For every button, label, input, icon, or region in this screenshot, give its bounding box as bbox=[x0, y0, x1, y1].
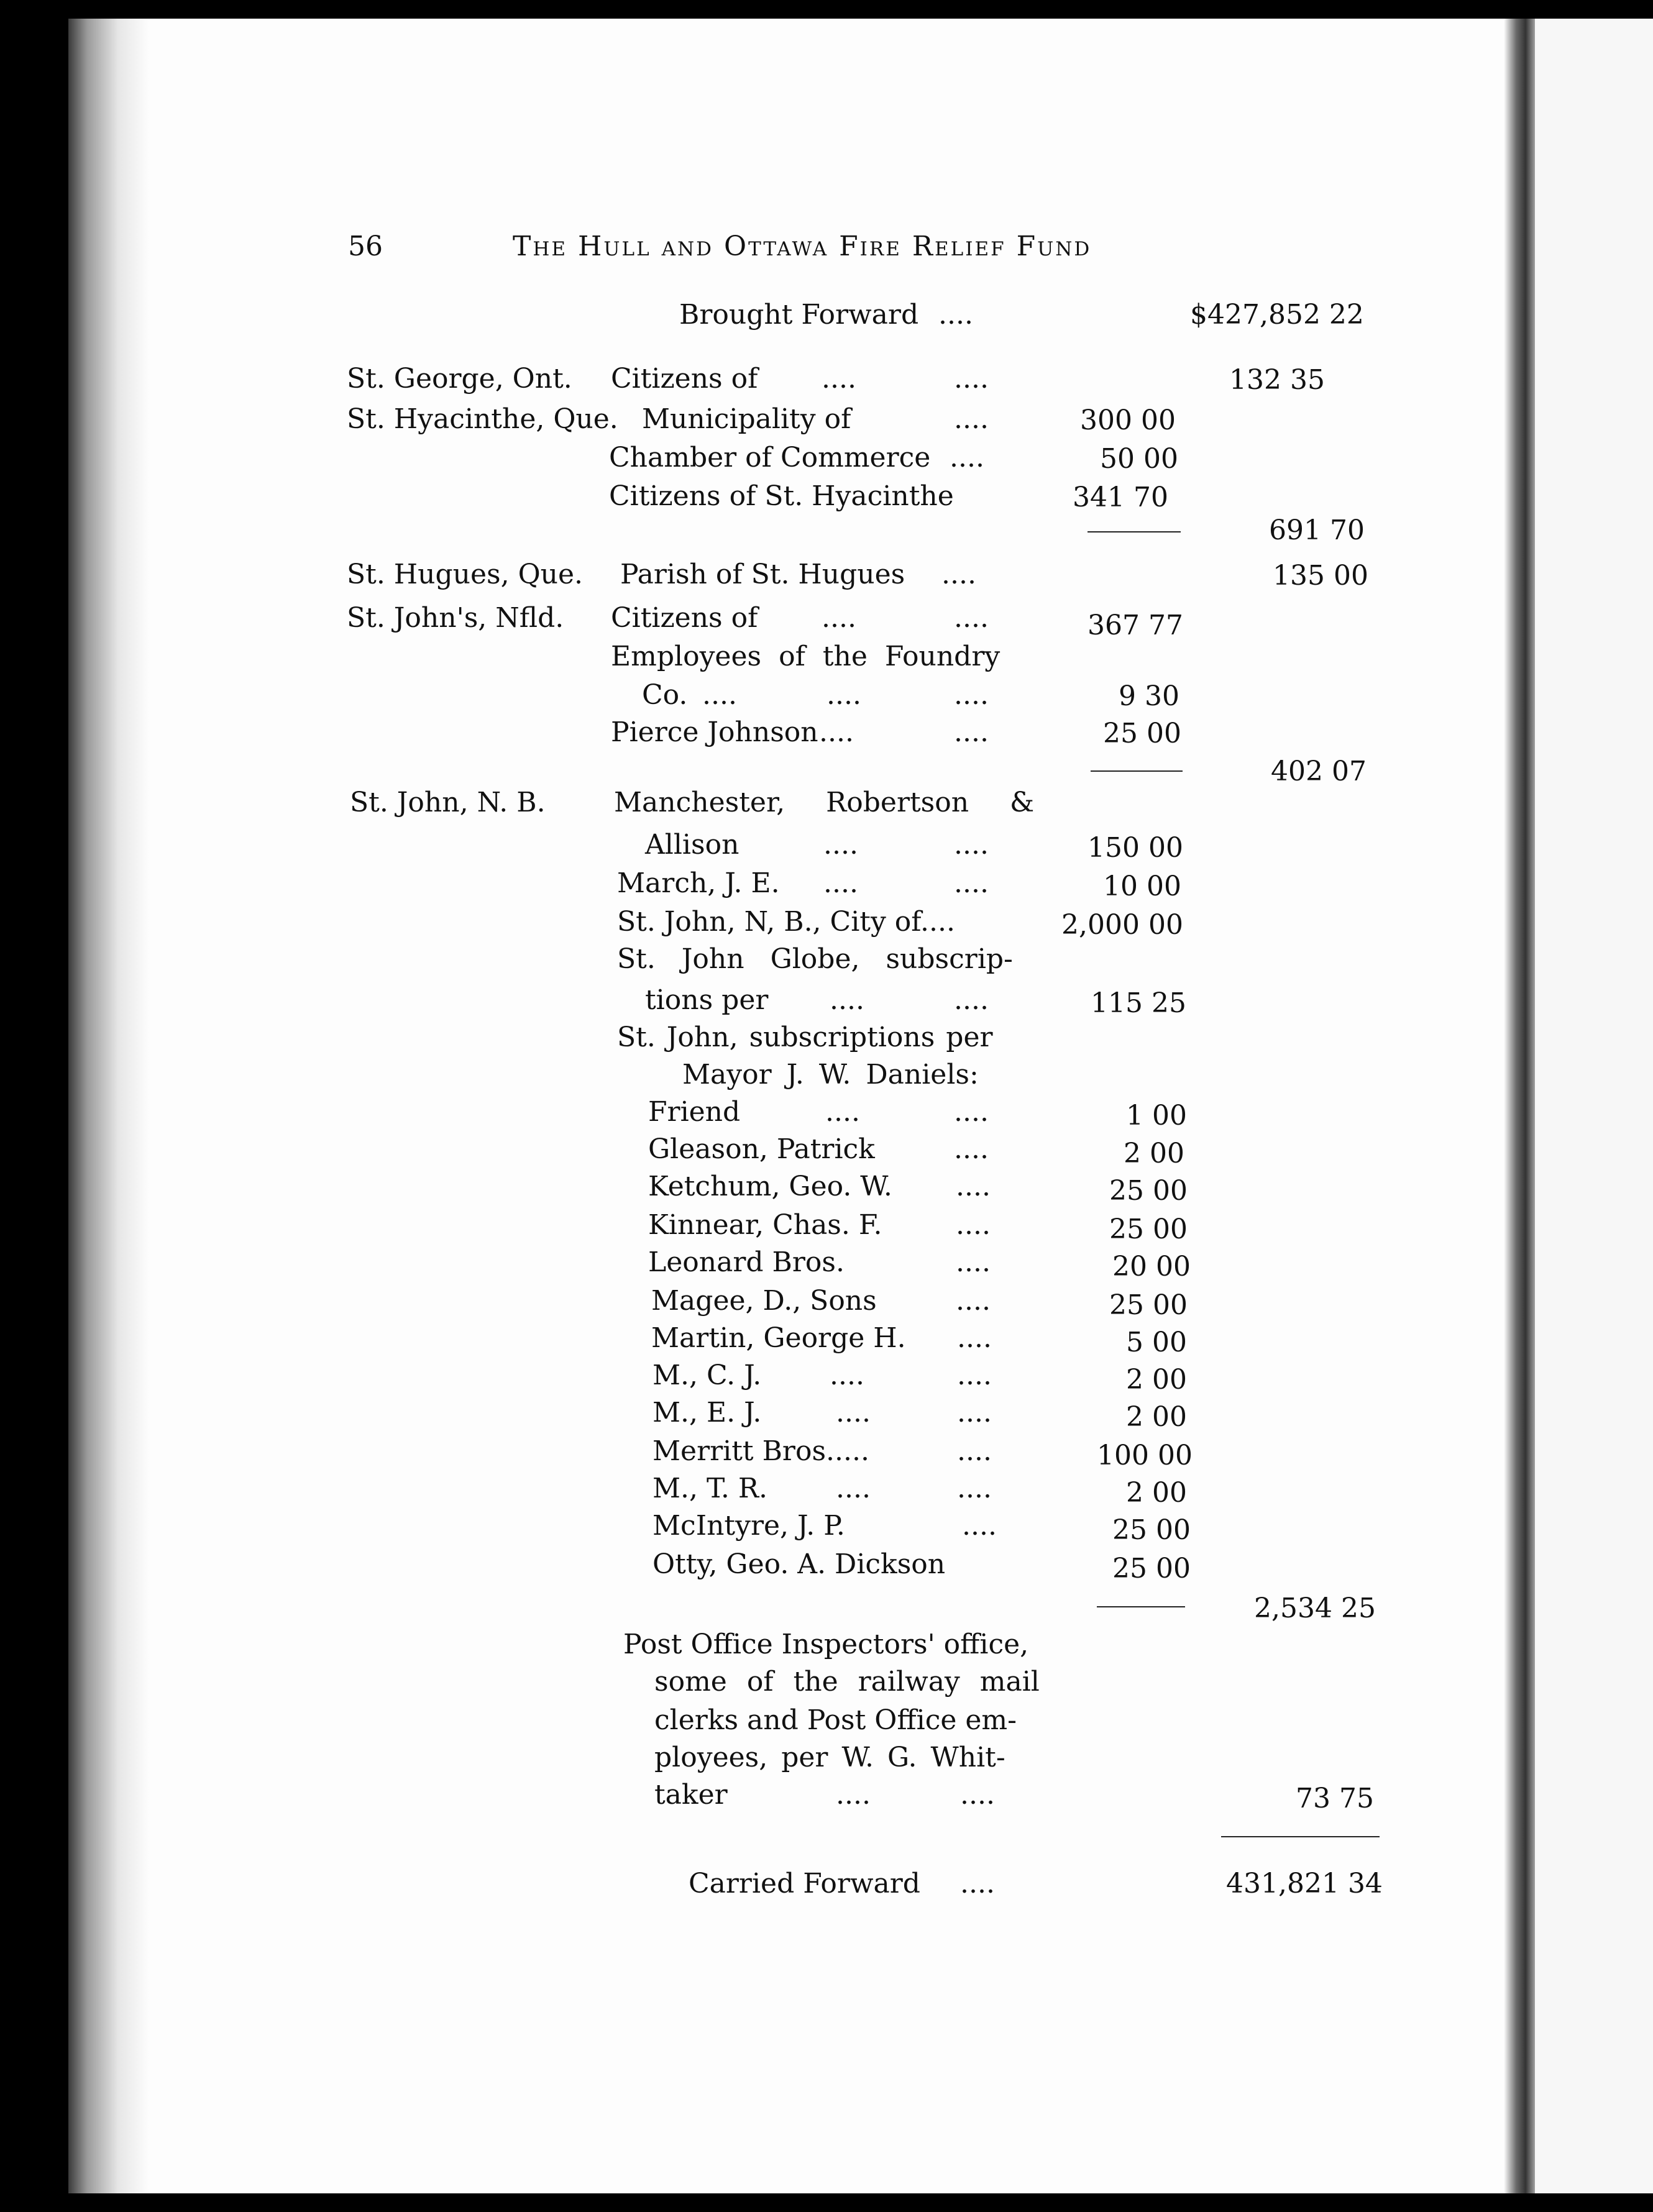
brought-forward-total: $427,852 22 bbox=[1190, 299, 1364, 331]
entry-amount: 5 00 bbox=[1126, 1327, 1187, 1358]
dot-leader: .... bbox=[823, 867, 858, 899]
entry-description: Municipality of bbox=[642, 403, 851, 435]
entry-amount: 20 00 bbox=[1112, 1251, 1191, 1282]
dot-leader: .... bbox=[957, 1397, 992, 1428]
entry-description: Co. bbox=[642, 679, 688, 711]
entry-description: Allison bbox=[645, 829, 740, 861]
entry-amount: 25 00 bbox=[1109, 1213, 1188, 1245]
entry-amount: 115 25 bbox=[1091, 987, 1186, 1019]
entry-amount: 25 00 bbox=[1103, 718, 1181, 749]
place-label: St. Hyacinthe, Que. bbox=[347, 403, 618, 435]
entry-amount: 2 00 bbox=[1126, 1477, 1187, 1509]
dot-leader: .... bbox=[957, 1435, 992, 1467]
dot-leader: .... bbox=[954, 984, 989, 1016]
dot-leader: .... bbox=[956, 1285, 991, 1317]
entry-amount: 9 30 bbox=[1119, 680, 1179, 712]
entry-amount: 2 00 bbox=[1126, 1401, 1187, 1433]
dot-leader: .... bbox=[954, 679, 989, 711]
entry-amount: 1 00 bbox=[1126, 1100, 1187, 1131]
subscriber-name: Magee, D., Sons bbox=[651, 1285, 877, 1317]
subscriber-name: Kinnear, Chas. F. bbox=[648, 1209, 882, 1241]
dot-leader: .... bbox=[819, 716, 854, 748]
entry-total: 2,534 25 bbox=[1254, 1593, 1376, 1624]
brought-forward-dots: .... bbox=[938, 299, 973, 331]
entry-description: St. John, N, B., City of.... bbox=[617, 906, 955, 938]
dot-leader: .... bbox=[954, 716, 989, 748]
entry-amount: 25 00 bbox=[1109, 1289, 1188, 1321]
dot-leader: .... bbox=[956, 1171, 991, 1202]
subscriber-name: Otty, Geo. A. Dickson bbox=[652, 1548, 946, 1580]
dot-leader: .... bbox=[822, 363, 856, 395]
running-head: The Hull and Ottawa Fire Relief Fund bbox=[513, 231, 1092, 262]
entry-amount: 10 00 bbox=[1103, 871, 1181, 902]
total-rule bbox=[1221, 1836, 1380, 1837]
entry-amount: 2 00 bbox=[1124, 1138, 1184, 1169]
dot-leader: .... bbox=[836, 1473, 871, 1504]
subscriber-name: Leonard Bros. bbox=[648, 1246, 845, 1278]
dot-leader: .... bbox=[957, 1322, 992, 1354]
entry-description: Employees of the Foundry bbox=[611, 641, 1000, 672]
dot-leader: .... bbox=[957, 1360, 992, 1391]
entry-description: Post Office Inspectors' office, bbox=[623, 1629, 1029, 1660]
subscriber-name: M., T. R. bbox=[652, 1473, 767, 1504]
subscriber-name: Friend bbox=[648, 1096, 741, 1128]
brought-forward-label: Brought Forward bbox=[679, 299, 919, 331]
subtotal-rule-hyacinthe bbox=[1088, 531, 1181, 532]
entry-amount: 150 00 bbox=[1088, 832, 1183, 864]
entry-amount: 25 00 bbox=[1112, 1514, 1191, 1546]
entry-amount: 50 00 bbox=[1100, 443, 1178, 475]
dot-leader: .... bbox=[957, 1473, 992, 1504]
place-label: St. John's, Nfld. bbox=[347, 602, 564, 634]
dot-leader: .... bbox=[830, 984, 864, 1016]
dot-leader: .... bbox=[825, 1096, 860, 1128]
dot-leader: .... bbox=[954, 1096, 989, 1128]
entry-description: tions per bbox=[645, 984, 769, 1016]
carried-forward-label: Carried Forward bbox=[689, 1868, 920, 1899]
entry-total: 402 07 bbox=[1271, 756, 1367, 787]
dot-leader: .... bbox=[954, 829, 989, 861]
dot-leader: .... bbox=[836, 1397, 871, 1428]
page-number: 56 bbox=[348, 231, 383, 262]
page-fold-shadow bbox=[1504, 19, 1535, 2193]
entry-total: 73 75 bbox=[1296, 1783, 1374, 1814]
subscriber-name: M., C. J. bbox=[652, 1360, 762, 1391]
facing-page-edge bbox=[1516, 19, 1653, 2193]
entry-amount: 2 00 bbox=[1126, 1364, 1187, 1396]
entry-amount: 100 00 bbox=[1097, 1440, 1193, 1471]
entry-description: Manchester, Robertson & bbox=[614, 787, 1035, 818]
page bbox=[68, 19, 1541, 2193]
entry-total: 691 70 bbox=[1269, 514, 1365, 546]
place-label: St. John, N. B. bbox=[350, 787, 546, 818]
dot-leader: .... bbox=[960, 1779, 995, 1811]
entry-description: Parish of St. Hugues bbox=[620, 559, 905, 590]
entry-description: March, J. E. bbox=[617, 867, 780, 899]
dot-leader: .... bbox=[956, 1209, 991, 1241]
subscriber-name: Martin, George H. bbox=[651, 1322, 906, 1354]
entry-description: Chamber of Commerce bbox=[609, 442, 931, 473]
subscriber-name: M., E. J. bbox=[652, 1397, 762, 1428]
dot-leader: .... bbox=[954, 1133, 989, 1165]
entry-amount: 25 00 bbox=[1109, 1175, 1188, 1207]
dot-leader: .... bbox=[702, 679, 737, 711]
entry-description: Citizens of bbox=[611, 363, 758, 395]
dot-leader: .... bbox=[956, 1246, 991, 1278]
dot-leader: .... bbox=[823, 829, 858, 861]
dot-leader: .... bbox=[826, 679, 861, 711]
place-label: St. George, Ont. bbox=[347, 363, 572, 395]
subscriber-name: Merritt Bros..... bbox=[652, 1435, 869, 1467]
subscriber-name: Ketchum, Geo. W. bbox=[648, 1171, 892, 1202]
entry-description: some of the railway mail bbox=[654, 1666, 1040, 1698]
dot-leader: .... bbox=[830, 1360, 864, 1391]
subtotal-rule-stjohn-nb bbox=[1097, 1606, 1185, 1607]
binding-gutter bbox=[68, 19, 149, 2193]
carried-forward-total: 431,821 34 bbox=[1226, 1868, 1383, 1899]
dot-leader: .... bbox=[954, 403, 989, 435]
subscriber-name: McIntyre, J. P. bbox=[652, 1510, 845, 1542]
entry-description: ployees, per W. G. Whit- bbox=[654, 1742, 1005, 1773]
dot-leader: .... bbox=[954, 363, 989, 395]
entry-description: taker bbox=[654, 1779, 728, 1811]
entry-description: Mayor J. W. Daniels: bbox=[682, 1059, 979, 1090]
entry-total: 132 35 bbox=[1229, 364, 1325, 396]
dot-leader: .... bbox=[822, 602, 856, 634]
dot-leader: .... bbox=[954, 602, 989, 634]
subscriber-name: Gleason, Patrick bbox=[648, 1133, 875, 1165]
entry-description: Pierce Johnson bbox=[611, 716, 818, 748]
carried-forward-dots: .... bbox=[960, 1868, 995, 1899]
entry-amount: 300 00 bbox=[1080, 404, 1176, 436]
dot-leader: .... bbox=[941, 559, 976, 590]
entry-description: St. John, subscriptions per bbox=[617, 1021, 993, 1053]
dot-leader: .... bbox=[836, 1779, 871, 1811]
entry-description: St. John Globe, subscrip- bbox=[617, 943, 1013, 975]
entry-amount: 2,000 00 bbox=[1061, 909, 1183, 941]
entry-amount: 25 00 bbox=[1112, 1553, 1191, 1584]
entry-description: clerks and Post Office em- bbox=[654, 1704, 1017, 1736]
subtotal-rule-stjohns bbox=[1091, 770, 1183, 772]
entry-description: Citizens of bbox=[611, 602, 758, 634]
entry-description: Citizens of St. Hyacinthe bbox=[609, 480, 954, 512]
dot-leader: .... bbox=[962, 1510, 997, 1542]
dot-leader: .... bbox=[954, 867, 989, 899]
entry-total: 135 00 bbox=[1273, 560, 1368, 592]
entry-amount: 367 77 bbox=[1088, 610, 1183, 641]
entry-amount: 341 70 bbox=[1073, 482, 1168, 513]
place-label: St. Hugues, Que. bbox=[347, 559, 584, 590]
dot-leader: .... bbox=[950, 442, 984, 473]
